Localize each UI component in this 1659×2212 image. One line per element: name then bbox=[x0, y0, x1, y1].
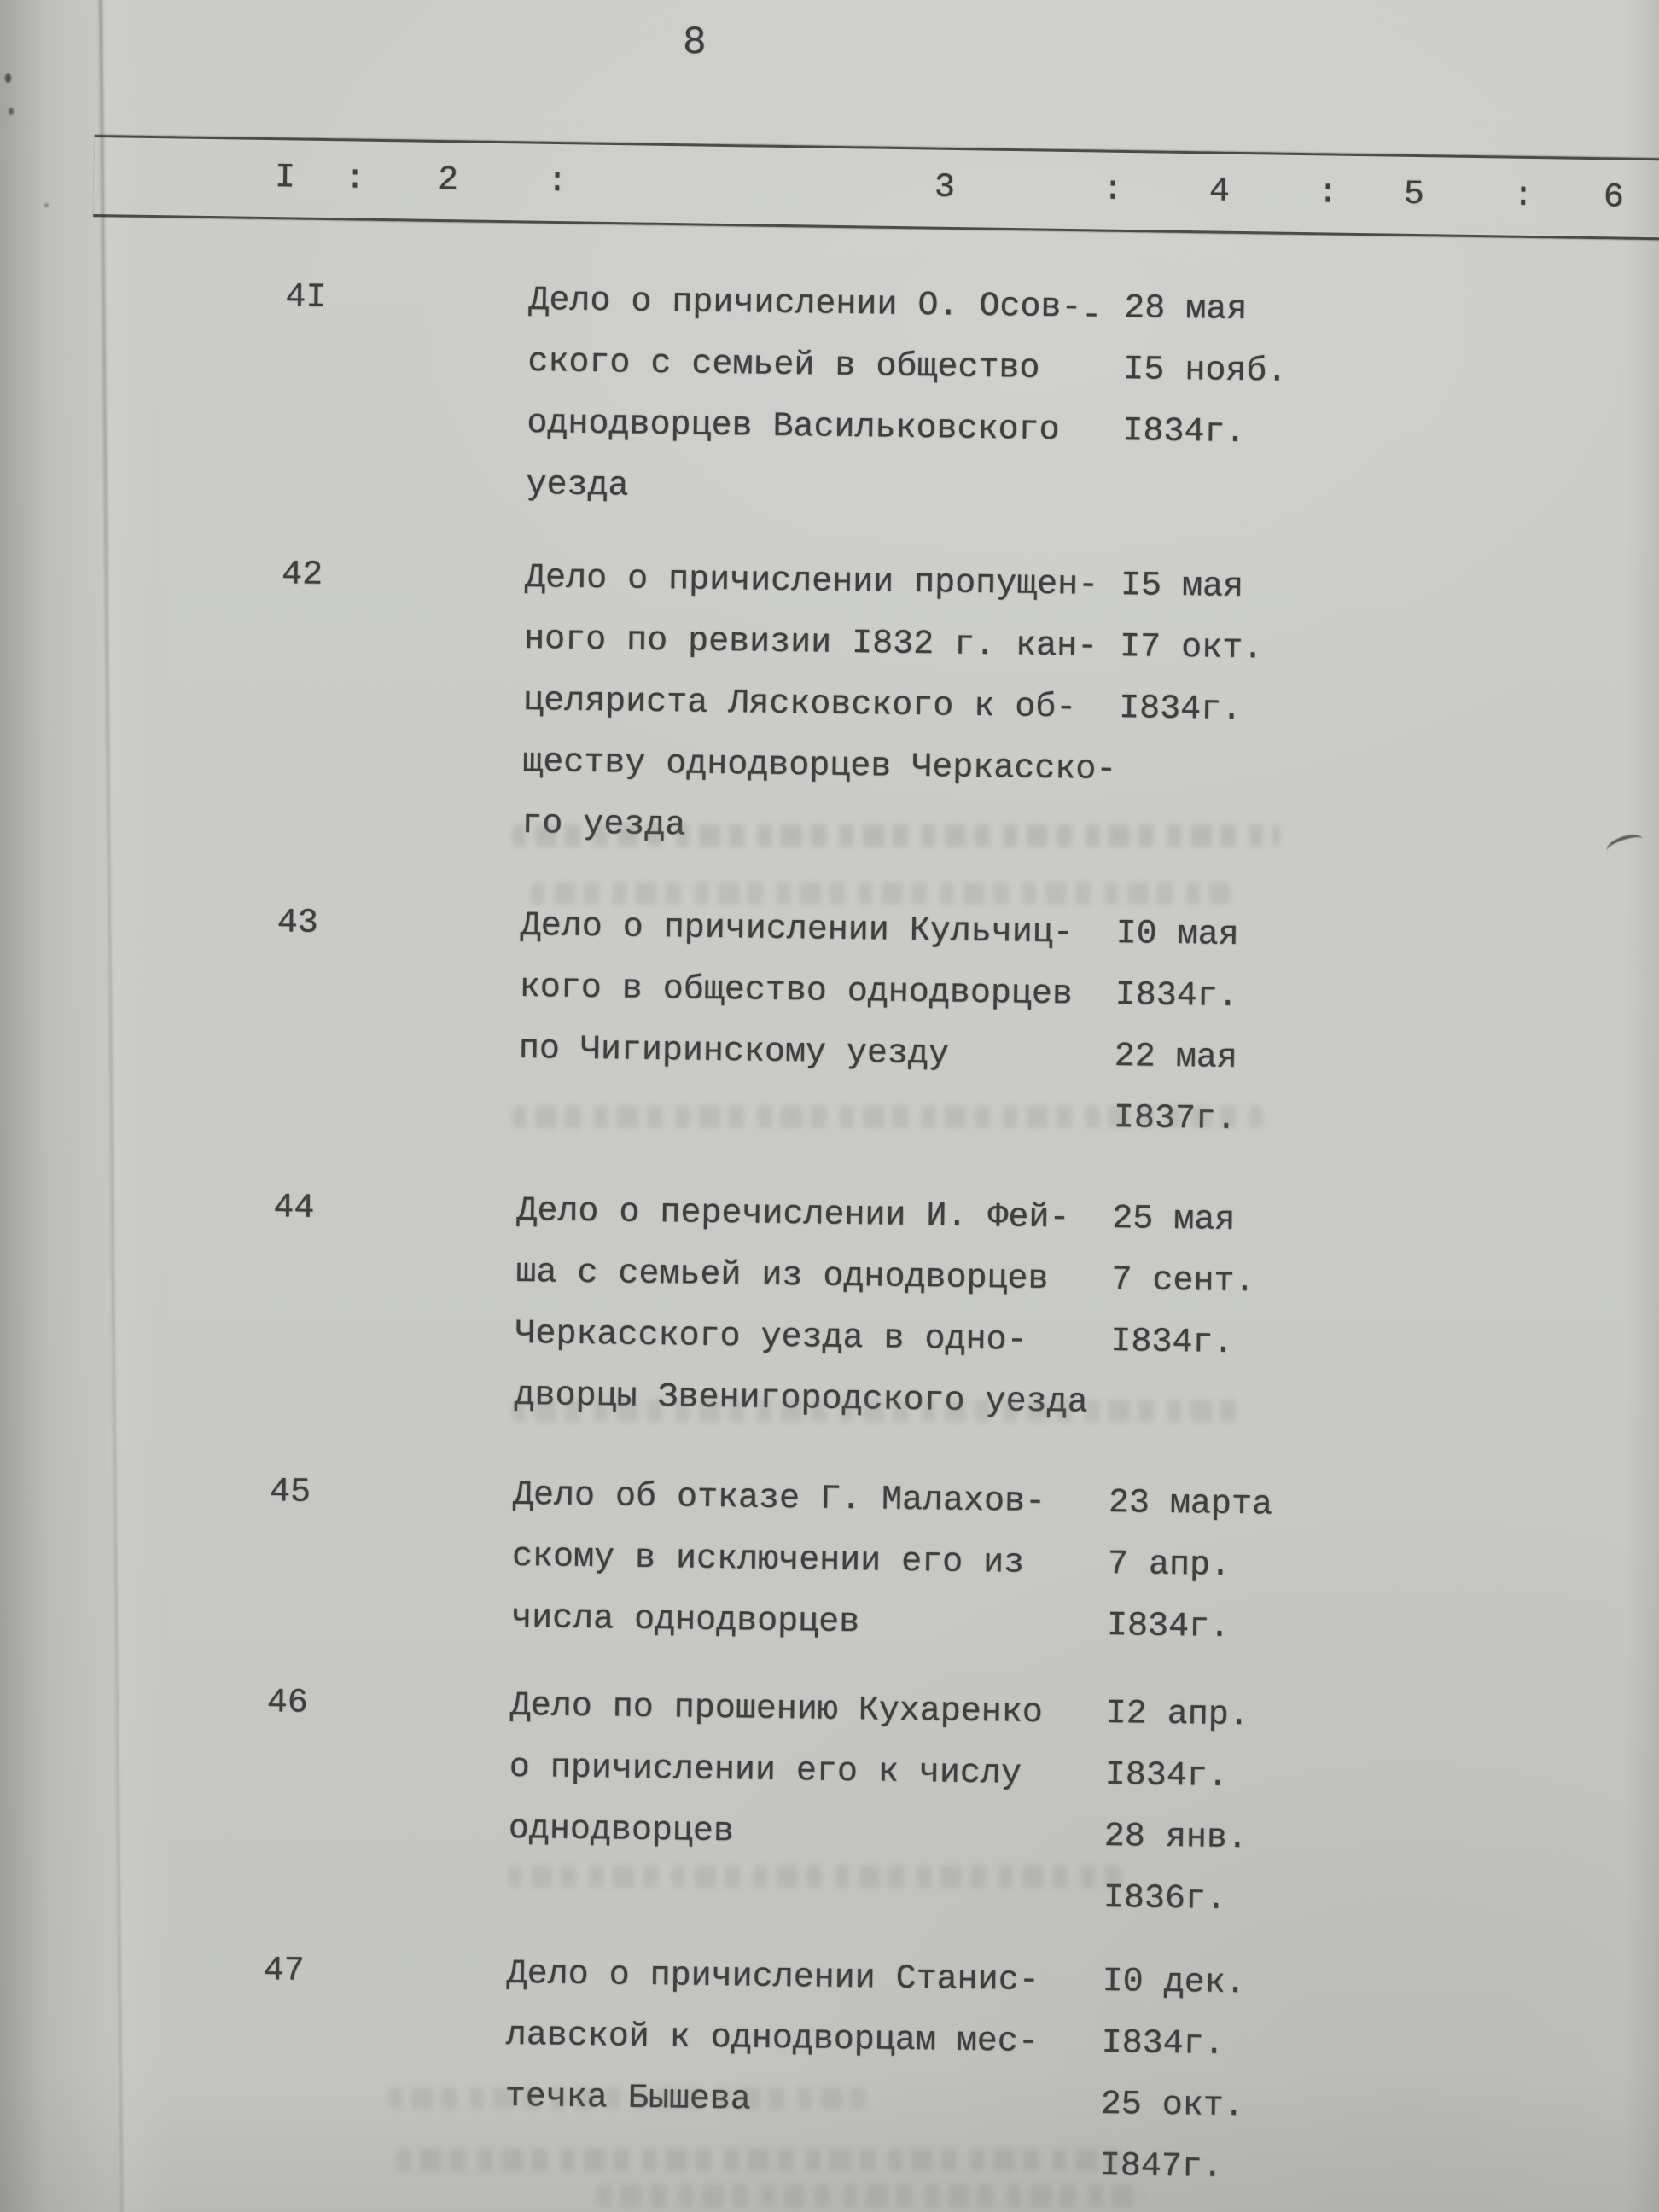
description-line: целяриста Лясковского к об- bbox=[522, 681, 1077, 728]
date-line: 28 мая bbox=[1123, 289, 1248, 330]
description-line: Дело об отказе Г. Малахов- bbox=[512, 1476, 1046, 1522]
date-line: 7 апр. bbox=[1107, 1545, 1231, 1586]
column-header-1: I bbox=[274, 159, 296, 198]
date-line: I7 окт. bbox=[1119, 628, 1264, 669]
column-header-2: 2 bbox=[437, 160, 459, 201]
column-header-4: 4 bbox=[1208, 172, 1231, 212]
description-line: го уезда bbox=[521, 804, 686, 846]
description-line: однодворцев Васильковского bbox=[527, 404, 1060, 451]
bleedthrough-mark bbox=[508, 1866, 1122, 1888]
table-row bbox=[0, 1458, 1643, 1647]
description-line: Дело по прошению Кухаренко bbox=[509, 1686, 1044, 1733]
date-line: I847г. bbox=[1099, 2146, 1224, 2187]
date-line: I0 дек. bbox=[1102, 1962, 1246, 2004]
date-line: I5 мая bbox=[1120, 567, 1244, 607]
description-line: о причислении его к числу bbox=[509, 1748, 1022, 1794]
case-number: 45 bbox=[269, 1473, 311, 1512]
date-line: I834г. bbox=[1122, 412, 1246, 453]
date-line: 22 мая bbox=[1114, 1038, 1238, 1078]
table-row bbox=[0, 1669, 1640, 1919]
case-number: 42 bbox=[281, 556, 323, 595]
bleedthrough-mark bbox=[597, 2185, 1144, 2207]
description-line: Черкасского уезда в одно- bbox=[515, 1314, 1027, 1360]
case-description bbox=[508, 1676, 1043, 1867]
description-line: Дело о перечислении И. Фей- bbox=[516, 1191, 1070, 1238]
ink-speck bbox=[44, 203, 49, 207]
case-number: 44 bbox=[273, 1189, 315, 1228]
description-line: ществу однодворцев Черкасско- bbox=[521, 742, 1117, 790]
case-dates bbox=[1110, 1189, 1256, 1375]
column-separator: : bbox=[1317, 174, 1339, 213]
case-dates bbox=[1122, 278, 1289, 464]
date-line: I834г. bbox=[1118, 690, 1243, 730]
case-dates bbox=[1103, 1684, 1249, 1931]
description-line: Дело о причислении Кульчиц- bbox=[520, 906, 1074, 953]
date-line: 28 янв. bbox=[1103, 1817, 1249, 1859]
stray-dash-mark: - bbox=[1080, 296, 1103, 335]
bleedthrough-mark bbox=[512, 1106, 1263, 1128]
table-row bbox=[0, 1937, 1637, 2187]
column-header-3: 3 bbox=[934, 168, 956, 207]
date-line: 25 окт. bbox=[1100, 2085, 1245, 2127]
bleedthrough-mark bbox=[388, 2087, 866, 2110]
ink-speck bbox=[5, 73, 11, 83]
description-line: Дело о причислении пропущен- bbox=[524, 558, 1099, 605]
page-number: 8 bbox=[683, 20, 707, 65]
case-number: 47 bbox=[263, 1952, 305, 1991]
date-line: I5 нояб. bbox=[1123, 351, 1288, 392]
date-line: 25 мая bbox=[1111, 1200, 1236, 1240]
case-description bbox=[526, 271, 1082, 523]
case-description bbox=[518, 896, 1074, 1087]
description-line: течка Бышева bbox=[504, 2077, 752, 2120]
table-row bbox=[0, 264, 1659, 506]
bleedthrough-mark bbox=[531, 882, 1231, 905]
description-line: скому в исключении его из bbox=[511, 1537, 1025, 1583]
bleedthrough-mark bbox=[512, 1400, 1246, 1422]
description-line: по Чигиринскому уезду bbox=[518, 1029, 950, 1074]
bleedthrough-mark bbox=[397, 2149, 1131, 2171]
description-line: уезда bbox=[526, 465, 629, 506]
date-line: I0 мая bbox=[1115, 915, 1239, 955]
description-line: однодворцев bbox=[508, 1809, 735, 1852]
description-line: ного по ревизии I832 г. кан- bbox=[523, 620, 1098, 667]
column-separator: : bbox=[1102, 171, 1124, 210]
description-line: числа однодворцев bbox=[510, 1598, 860, 1643]
table-row bbox=[0, 1174, 1647, 1423]
date-line: I834г. bbox=[1110, 1323, 1234, 1363]
date-line: I2 апр. bbox=[1105, 1694, 1250, 1736]
case-number: 4I bbox=[285, 278, 327, 317]
description-line: дворцы Звенигородского уезда bbox=[514, 1376, 1088, 1423]
case-dates bbox=[1107, 1473, 1273, 1659]
column-separator: : bbox=[1512, 177, 1534, 217]
case-number: 46 bbox=[266, 1684, 309, 1723]
case-dates bbox=[1119, 556, 1265, 742]
case-description bbox=[521, 548, 1120, 863]
column-header-6: 6 bbox=[1603, 178, 1625, 218]
case-description bbox=[511, 1465, 1046, 1656]
description-line: Дело о причислении О. Осов- bbox=[528, 281, 1082, 328]
column-separator: : bbox=[344, 160, 366, 199]
date-line: I834г. bbox=[1106, 1607, 1231, 1647]
description-line: Дело о причислении Станис- bbox=[506, 1954, 1039, 2000]
bleedthrough-mark bbox=[512, 824, 1280, 847]
date-line: I834г. bbox=[1104, 1755, 1229, 1796]
description-line: кого в общество однодворцев bbox=[519, 968, 1074, 1015]
date-line: 23 марта bbox=[1108, 1484, 1273, 1525]
date-line: I834г. bbox=[1115, 976, 1239, 1016]
date-line: 7 сент. bbox=[1111, 1261, 1255, 1302]
ink-speck bbox=[9, 108, 14, 115]
description-line: лавской к однодворцам мес- bbox=[505, 2016, 1039, 2062]
table-row bbox=[0, 541, 1655, 846]
column-separator: : bbox=[546, 162, 568, 202]
case-number: 43 bbox=[276, 904, 319, 943]
date-line: I837г. bbox=[1113, 1099, 1237, 1139]
date-line: I834г. bbox=[1101, 2023, 1225, 2064]
case-description bbox=[514, 1181, 1091, 1435]
column-header-5: 5 bbox=[1403, 175, 1425, 215]
description-line: ского с семьей в общество bbox=[527, 342, 1040, 388]
date-line: I836г. bbox=[1103, 1878, 1227, 1919]
description-line: ша с семьей из однодворцев bbox=[515, 1253, 1049, 1300]
